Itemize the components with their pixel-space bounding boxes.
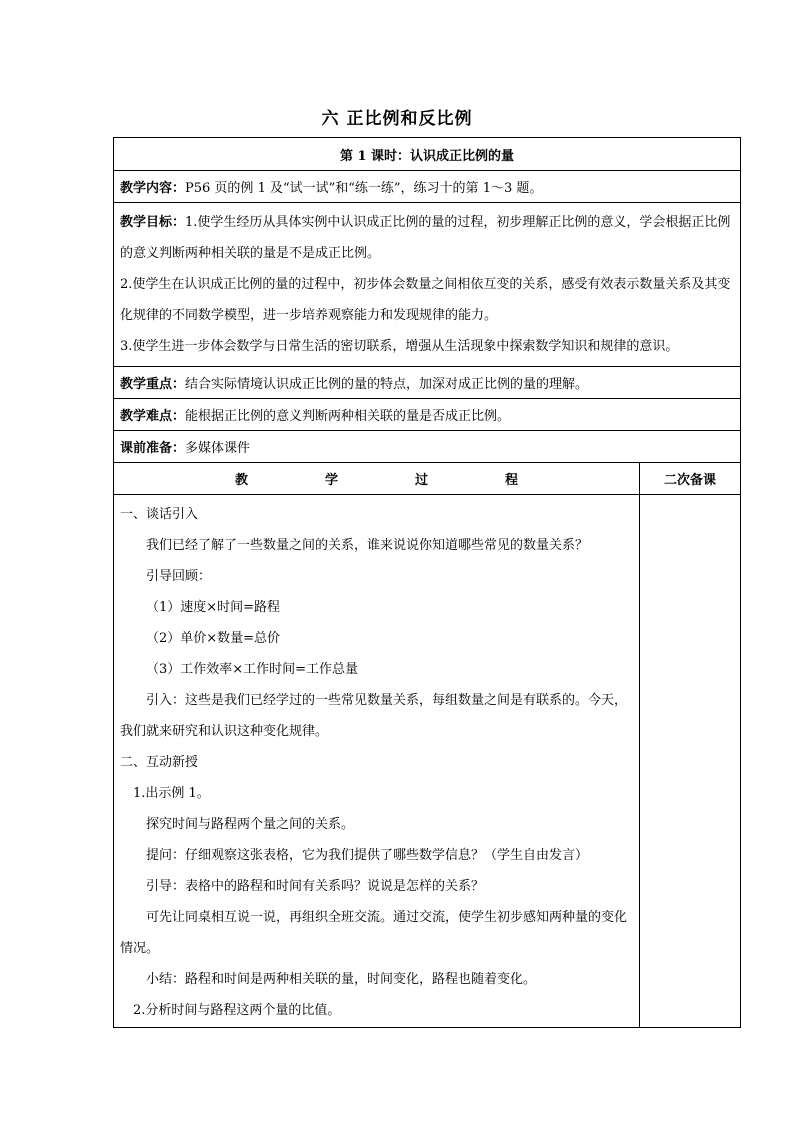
content-row [114,171,741,203]
prep-row [114,431,741,463]
difficulty-label: 教学难点： [120,409,186,424]
goals-row [114,203,741,367]
prep-text: 多媒体课件 [185,441,251,456]
review-item: （2）单价×数量=总价 [146,631,281,646]
process-header-char: 教 [234,473,248,488]
difficulty-text: 能根据正比例的意义判断两种相关联的量是否成正比例。 [185,409,511,424]
paragraph: 引导回顾： [146,569,212,584]
process-header-row [114,463,741,495]
paragraph: 我们已经了解了一些数量之间的关系，谁来说说你知道哪些常见的数量关系？ [146,538,589,553]
content-text: P56 页的例 1 及“试一试”和“练一练”，练习十的第 1～3 题。 [185,181,543,196]
lesson-title: 第 1 课时：认识成正比例的量 [114,138,741,171]
goal-item [120,207,734,269]
step-heading: 1.出示例 1。 [133,786,210,801]
goal-text-1: 1.使学生经历从具体实例中认识成正比例的量的过程，初步理解正比例的意义，学会根据正比例的意义判断两种相关联的量是不是成正比例。 [120,215,731,261]
paragraph: 探究时间与路程两个量之间的关系。 [146,817,355,832]
paragraph: 提问：仔细观察这张表格，它为我们提供了哪些数学信息？（学生自由发言） [146,848,589,863]
difficulty-cell [114,399,741,431]
prep-label: 课前准备： [120,441,186,456]
focus-cell [114,367,741,399]
goals-cell [114,203,741,367]
paragraph: 引入：这些是我们已经学过的一些常见数量关系，每组数量之间是有联系的。今天，我们就来研究和认识这种变化规律。 [120,693,628,739]
focus-text: 结合实际情境认识成正比例的量的特点，加深对成正比例的量的理解。 [185,377,589,392]
process-body [114,495,640,1028]
focus-label: 教学重点： [120,377,186,392]
step-heading: 2.分析时间与路程这两个量的比值。 [133,1003,341,1018]
process-body-row [114,495,741,1028]
paragraph: 引导：表格中的路程和时间有关系吗？说说是怎样的关系？ [146,879,485,894]
content-label: 教学内容： [120,181,186,196]
goals-label: 教学目标： [120,215,186,230]
second-prep-cell [640,495,741,1028]
process-header [114,463,640,495]
review-item: （3）工作效率×工作时间=工作总量 [146,662,359,677]
goal-item: 2.使学生在认识成正比例的量的过程中，初步体会数量之间相依互变的关系，感受有效表示数量关系及其变化规律的不同数学模型，进一步培养观察能力和发现规律的能力。 [120,277,731,323]
paragraph: 可先让同桌相互说一说，再组织全班交流。通过交流，使学生初步感知两种量的变化情况。 [120,910,628,956]
page-title: 六 正比例和反比例 [321,109,473,129]
lesson-plan-table [113,137,741,1028]
paragraph: 小结：路程和时间是两种相关联的量，时间变化，路程也随着变化。 [146,972,537,987]
section-heading: 一、谈话引入 [120,507,199,522]
lesson-row [114,138,741,171]
content-cell [114,171,741,203]
process-header-char: 程 [504,473,518,488]
second-prep-header: 二次备课 [640,463,741,495]
prep-cell [114,431,741,463]
focus-row [114,367,741,399]
process-header-char: 过 [414,473,428,488]
goal-item: 3.使学生进一步体会数学与日常生活的密切联系，增强从生活现象中探索数学知识和规律的意识。 [120,339,679,354]
difficulty-row [114,399,741,431]
section-heading: 二、互动新授 [120,755,199,770]
process-header-char: 学 [324,473,338,488]
review-item: （1）速度×时间=路程 [146,600,281,615]
